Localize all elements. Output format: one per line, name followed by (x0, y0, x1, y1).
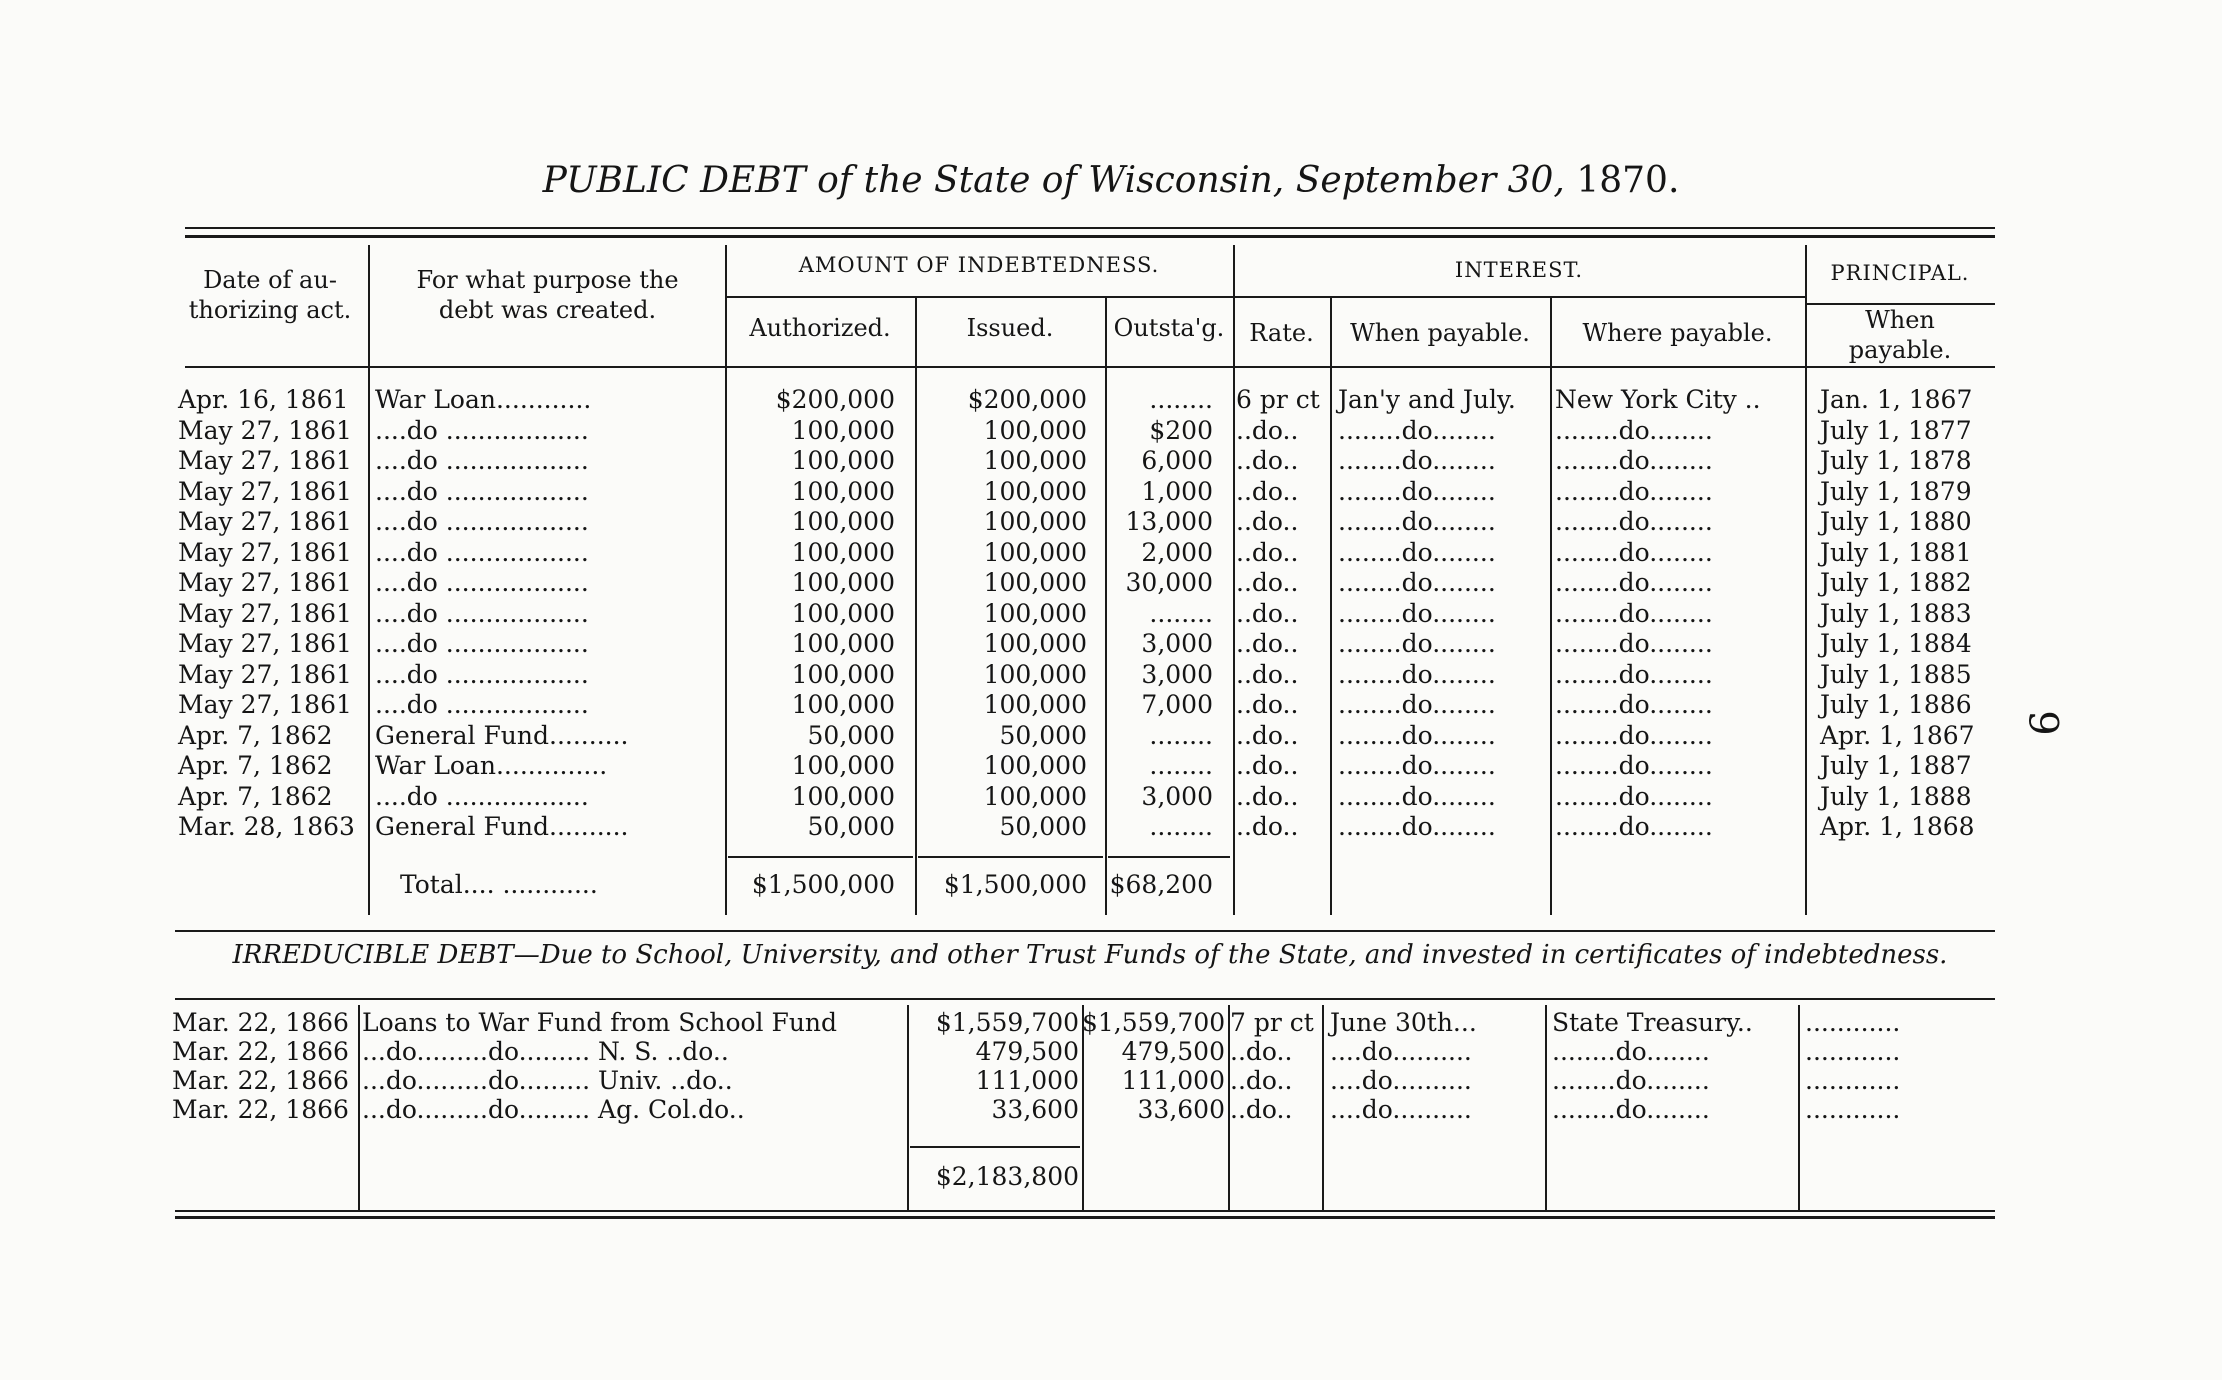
cell-rate: ..do.. (1230, 1066, 1293, 1095)
cell-authorized: 100,000 (791, 690, 895, 719)
cell-rate: ..do.. (1236, 476, 1299, 506)
header-bottom-rule (185, 366, 1995, 368)
cell-issued: 100,000 (983, 598, 1087, 628)
cell-date: May 27, 1861 (178, 415, 352, 445)
cell-issued: 100,000 (983, 568, 1087, 597)
cell-where: ........do........ (1555, 690, 1713, 719)
cell-rate: ..do.. (1236, 690, 1299, 719)
cell-date: May 27, 1861 (178, 537, 352, 567)
cell-purpose: ....do .................. (375, 476, 589, 506)
cell-date: Apr. 7, 1862 (178, 720, 333, 750)
cell-issued: 100,000 (983, 781, 1087, 811)
cell-when: Jan'y and July. (1338, 385, 1516, 414)
cell-outstanding: $200 (1149, 415, 1213, 445)
cell-where: State Treasury.. (1552, 1008, 1753, 1037)
cell-issued: $1,559,700 (1082, 1008, 1226, 1037)
cell-where: New York City .. (1555, 385, 1761, 414)
cell-principal: July 1, 1887 (1820, 751, 1972, 780)
cell-rate: ..do.. (1236, 751, 1299, 780)
cell-date: Mar. 22, 1866 (172, 1008, 349, 1037)
section-rule (175, 930, 1995, 932)
total-rule (728, 856, 913, 858)
cell-outstanding: ........ (1149, 598, 1213, 628)
cell-where: ........do........ (1552, 1037, 1710, 1066)
cell-authorized: 100,000 (791, 446, 895, 475)
cell-outstanding: ........ (1149, 720, 1213, 750)
cell-rate: ..do.. (1236, 568, 1299, 597)
cell-date: May 27, 1861 (178, 690, 352, 719)
cell-principal: July 1, 1877 (1820, 415, 1972, 445)
cell-when: ........do........ (1338, 446, 1496, 475)
cell-when: ........do........ (1338, 812, 1496, 841)
cell-purpose: ...do.........do......... N. S. ..do.. (362, 1037, 729, 1066)
amount-group-rule (725, 296, 1233, 298)
cell-when: ....do.......... (1330, 1066, 1472, 1095)
cell-when: ........do........ (1338, 720, 1496, 750)
cell-principal: ............ (1805, 1008, 1901, 1037)
cell-principal: ............ (1805, 1066, 1901, 1095)
cell-where: ........do........ (1555, 720, 1713, 750)
cell-outstanding: ........ (1149, 751, 1213, 780)
cell-authorized: 100,000 (791, 598, 895, 628)
col-divider (1322, 1005, 1324, 1210)
cell-date: Mar. 28, 1863 (178, 812, 355, 841)
cell-authorized: 100,000 (791, 568, 895, 597)
cell-when: ........do........ (1338, 598, 1496, 628)
cell-authorized: 100,000 (791, 476, 895, 506)
cell-authorized: 100,000 (791, 751, 895, 780)
cell-rate: ..do.. (1236, 415, 1299, 445)
cell-authorized: 100,000 (791, 415, 895, 445)
top-rule (185, 227, 1995, 229)
cell-principal: July 1, 1881 (1820, 537, 1972, 567)
cell-date: Mar. 22, 1866 (172, 1095, 349, 1124)
cell-purpose: Loans to War Fund from School Fund (362, 1008, 838, 1037)
cell-purpose: War Loan............ (375, 385, 592, 414)
cell-date: Apr. 16, 1861 (178, 385, 349, 414)
cell-purpose: ....do .................. (375, 629, 589, 658)
cell-issued: 100,000 (983, 659, 1087, 689)
interest-group-rule (1233, 296, 1805, 298)
cell-issued: 50,000 (999, 812, 1087, 841)
cell-date: May 27, 1861 (178, 659, 352, 689)
cell-authorized: 100,000 (791, 537, 895, 567)
header-when-payable: When payable. (1350, 319, 1530, 347)
cell-rate: ..do.. (1236, 598, 1299, 628)
cell-issued: 100,000 (983, 415, 1087, 445)
cell-date: Mar. 22, 1866 (172, 1066, 349, 1095)
cell-purpose: ....do .................. (375, 537, 589, 567)
cell-principal: July 1, 1888 (1820, 781, 1972, 811)
irreducible-total-rule (910, 1146, 1080, 1148)
cell-purpose: General Fund.......... (375, 812, 629, 841)
cell-date: Mar. 22, 1866 (172, 1037, 349, 1066)
header-principal-group: PRINCIPAL. (1830, 261, 1970, 285)
cell-purpose: ....do .................. (375, 659, 589, 689)
bottom-rule-2 (175, 1216, 1995, 1219)
cell-where: ........do........ (1555, 415, 1713, 445)
cell-where: ........do........ (1555, 629, 1713, 658)
cell-issued: 100,000 (983, 476, 1087, 506)
cell-when: ........do........ (1338, 415, 1496, 445)
irreducible-total: $2,183,800 (935, 1162, 1079, 1191)
cell-issued: 100,000 (983, 690, 1087, 719)
cell-authorized: 100,000 (791, 507, 895, 536)
cell-where: ........do........ (1555, 446, 1713, 475)
cell-date: May 27, 1861 (178, 446, 352, 475)
cell-rate: ..do.. (1236, 537, 1299, 567)
cell-amount: 479,500 (975, 1037, 1079, 1066)
cell-rate: ..do.. (1230, 1037, 1293, 1066)
cell-authorized: $200,000 (775, 385, 895, 414)
cell-purpose: ....do .................. (375, 446, 589, 475)
col-divider (1550, 298, 1552, 915)
cell-date: May 27, 1861 (178, 629, 352, 658)
header-amount-group: AMOUNT OF INDEBTEDNESS. (798, 253, 1160, 277)
cell-outstanding: 3,000 (1141, 659, 1213, 689)
cell-where: ........do........ (1555, 659, 1713, 689)
cell-date: May 27, 1861 (178, 507, 352, 536)
cell-rate: ..do.. (1236, 659, 1299, 689)
cell-principal: July 1, 1878 (1820, 446, 1972, 475)
cell-outstanding: 6,000 (1141, 446, 1213, 475)
cell-issued: 100,000 (983, 446, 1087, 475)
cell-outstanding: 7,000 (1141, 690, 1213, 719)
cell-authorized: 100,000 (791, 781, 895, 811)
cell-where: ........do........ (1552, 1066, 1710, 1095)
cell-when: ........do........ (1338, 507, 1496, 536)
cell-where: ........do........ (1555, 812, 1713, 841)
cell-rate: ..do.. (1236, 446, 1299, 475)
cell-when: ........do........ (1338, 537, 1496, 567)
total-rule (1108, 856, 1230, 858)
cell-purpose: ....do .................. (375, 507, 589, 536)
cell-rate: ..do.. (1236, 781, 1299, 811)
irreducible-top-rule (175, 998, 1995, 1000)
total-label: Total.... ............ (400, 870, 598, 899)
col-divider (1545, 1005, 1547, 1210)
col-divider (358, 1005, 360, 1210)
total-rule (918, 856, 1103, 858)
cell-when: ........do........ (1338, 781, 1496, 811)
cell-principal: July 1, 1882 (1820, 568, 1972, 597)
cell-when: ........do........ (1338, 568, 1496, 597)
cell-amount: 33,600 (991, 1095, 1079, 1124)
total-outstanding: $68,200 (1109, 870, 1213, 899)
cell-when: ........do........ (1338, 629, 1496, 658)
cell-authorized: 100,000 (791, 659, 895, 689)
cell-where: ........do........ (1555, 537, 1713, 567)
cell-principal: July 1, 1883 (1820, 598, 1972, 628)
cell-amount: $1,559,700 (935, 1008, 1079, 1037)
total-authorized: $1,500,000 (751, 870, 895, 899)
cell-purpose: ...do.........do......... Ag. Col.do.. (362, 1095, 745, 1124)
cell-where: ........do........ (1555, 507, 1713, 536)
cell-authorized: 50,000 (807, 720, 895, 750)
cell-where: ........do........ (1555, 781, 1713, 811)
cell-outstanding: 13,000 (1125, 507, 1213, 536)
cell-issued: 100,000 (983, 537, 1087, 567)
cell-outstanding: ........ (1149, 385, 1213, 414)
cell-issued: $200,000 (967, 385, 1087, 414)
cell-rate: ..do.. (1230, 1095, 1293, 1124)
cell-when: ........do........ (1338, 690, 1496, 719)
cell-purpose: ....do .................. (375, 415, 589, 445)
cell-outstanding: 30,000 (1125, 568, 1213, 597)
cell-rate: ..do.. (1236, 812, 1299, 841)
cell-when: ........do........ (1338, 659, 1496, 689)
cell-when: ....do.......... (1330, 1095, 1472, 1124)
header-interest-group: INTEREST. (1454, 258, 1584, 282)
bottom-rule (175, 1210, 1995, 1212)
cell-where: ........do........ (1555, 476, 1713, 506)
cell-issued: 479,500 (1121, 1037, 1225, 1066)
cell-rate: ..do.. (1236, 629, 1299, 658)
cell-rate: 6 pr ct (1236, 385, 1320, 414)
cell-principal: July 1, 1880 (1820, 507, 1972, 536)
cell-outstanding: 3,000 (1141, 781, 1213, 811)
cell-issued: 100,000 (983, 751, 1087, 780)
cell-rate: 7 pr ct (1230, 1008, 1314, 1037)
header-rate: Rate. (1249, 319, 1314, 347)
header-date: Date of au- thorizing act. (188, 266, 352, 324)
cell-authorized: 100,000 (791, 629, 895, 658)
page-number: 9 (2019, 710, 2066, 736)
cell-date: May 27, 1861 (178, 598, 352, 628)
cell-rate: ..do.. (1236, 720, 1299, 750)
cell-when: June 30th... (1330, 1008, 1477, 1037)
cell-where: ........do........ (1555, 568, 1713, 597)
cell-rate: ..do.. (1236, 507, 1299, 536)
cell-purpose: General Fund.......... (375, 720, 629, 750)
col-divider (1798, 1005, 1800, 1210)
header-where-payable: Where payable. (1582, 319, 1773, 347)
cell-issued: 50,000 (999, 720, 1087, 750)
cell-when: ....do.......... (1330, 1037, 1472, 1066)
cell-purpose: War Loan.............. (375, 751, 608, 780)
header-principal-when: When payable. (1848, 306, 1952, 364)
col-divider (1330, 298, 1332, 915)
cell-where: ........do........ (1555, 598, 1713, 628)
header-issued: Issued. (966, 314, 1054, 342)
cell-principal: Apr. 1, 1868 (1820, 812, 1975, 841)
cell-where: ........do........ (1555, 751, 1713, 780)
cell-outstanding: ........ (1149, 812, 1213, 841)
cell-principal: ............ (1805, 1095, 1901, 1124)
cell-purpose: ....do .................. (375, 568, 589, 597)
cell-when: ........do........ (1338, 751, 1496, 780)
cell-issued: 100,000 (983, 629, 1087, 658)
page-title: PUBLIC DEBT of the State of Wisconsin, September 30, 1870. (542, 160, 1680, 201)
cell-principal: ............ (1805, 1037, 1901, 1066)
cell-outstanding: 1,000 (1141, 476, 1213, 506)
cell-purpose: ....do .................. (375, 690, 589, 719)
cell-purpose: ...do.........do......... Univ. ..do.. (362, 1066, 733, 1095)
cell-amount: 111,000 (975, 1066, 1079, 1095)
cell-outstanding: 3,000 (1141, 629, 1213, 658)
top-rule-2 (185, 235, 1995, 238)
cell-purpose: ....do .................. (375, 598, 589, 628)
cell-principal: Apr. 1, 1867 (1820, 720, 1975, 750)
cell-issued: 33,600 (1137, 1095, 1225, 1124)
header-purpose: For what purpose the debt was created. (416, 266, 679, 324)
col-divider (368, 245, 370, 915)
cell-outstanding: 2,000 (1141, 537, 1213, 567)
cell-principal: Jan. 1, 1867 (1820, 385, 1973, 414)
cell-principal: July 1, 1885 (1820, 659, 1972, 689)
cell-purpose: ....do .................. (375, 781, 589, 811)
cell-when: ........do........ (1338, 476, 1496, 506)
cell-issued: 100,000 (983, 507, 1087, 536)
header-outstanding: Outsta'g. (1113, 314, 1225, 342)
total-issued: $1,500,000 (943, 870, 1087, 899)
cell-principal: July 1, 1886 (1820, 690, 1972, 719)
irreducible-debt-title: IRREDUCIBLE DEBT—Due to School, University, and other Trust Funds of the State, and invested in certificates of indebtedness. (232, 940, 1948, 970)
cell-principal: July 1, 1879 (1820, 476, 1972, 506)
cell-authorized: 50,000 (807, 812, 895, 841)
cell-date: Apr. 7, 1862 (178, 751, 333, 780)
cell-date: May 27, 1861 (178, 568, 352, 597)
cell-where: ........do........ (1552, 1095, 1710, 1124)
cell-date: May 27, 1861 (178, 476, 352, 506)
cell-date: Apr. 7, 1862 (178, 781, 333, 811)
header-authorized: Authorized. (749, 314, 891, 342)
cell-issued: 111,000 (1121, 1066, 1225, 1095)
cell-principal: July 1, 1884 (1820, 629, 1972, 658)
